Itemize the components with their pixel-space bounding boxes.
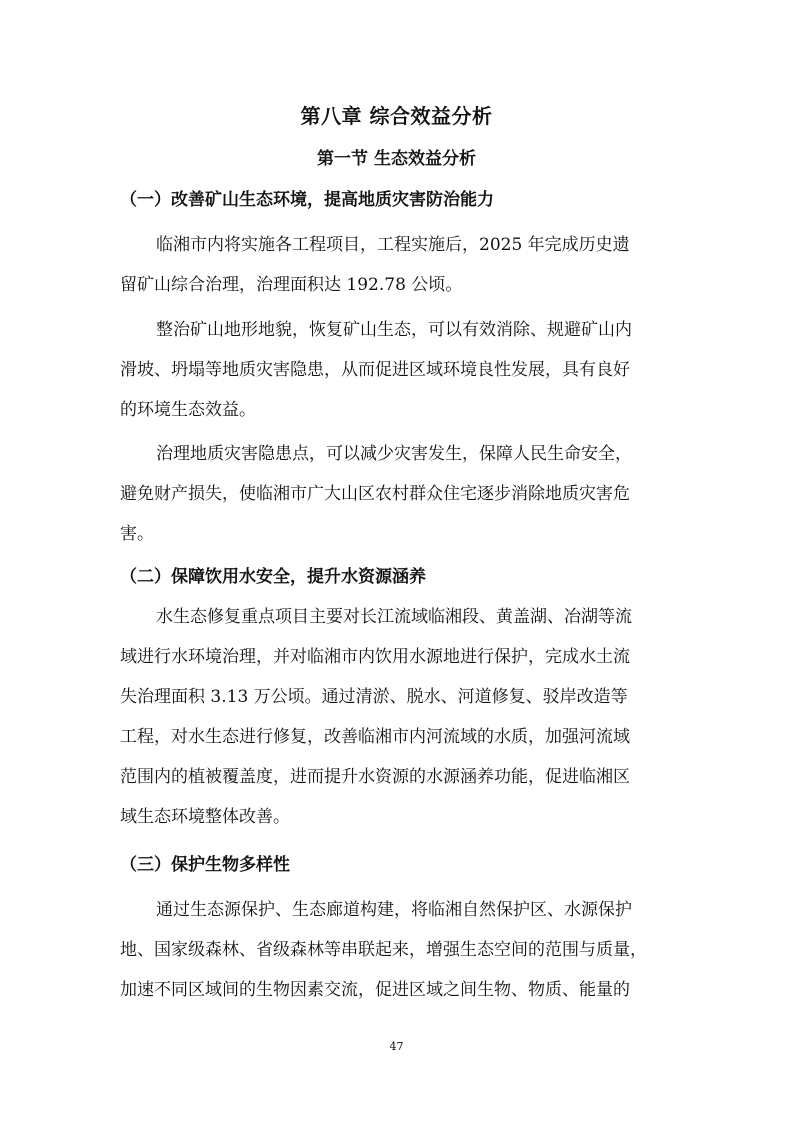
subsection-heading: （三）保护生物多样性 (120, 855, 290, 875)
paragraph-line: 加速不同区域间的生物因素交流，促进区域之间生物、物质、能量的 (120, 980, 630, 1000)
paragraph (120, 434, 680, 554)
page-number: 47 (389, 1040, 404, 1053)
paragraph-line: 留矿山综合治理，治理面积达 192.78 公顷。 (120, 275, 463, 295)
section-title: 第一节 生态效益分析 (317, 149, 476, 169)
paragraph-line: 失治理面积 3.13 万公顷。通过清淤、脱水、河道修复、驳岸改造等 (120, 687, 628, 707)
paragraph-line: 范围内的植被覆盖度，进而提升水资源的水源涵养功能，促进临湘区 (120, 767, 630, 787)
paragraph-line: 地、国家级森林、省级森林等串联起来，增强生态空间的范围与质量， (120, 940, 647, 960)
paragraph-line: 避免财产损失，使临湘市广大山区农村群众住宅逐步消除地质灾害危 (120, 484, 630, 504)
paragraph-line: 治理地质灾害隐患点，可以减少灾害发生，保障人民生命安全， (156, 444, 632, 464)
paragraph (120, 597, 680, 837)
paragraph-line: 临湘市内将实施各工程项目，工程实施后，2025 年完成历史遗 (156, 235, 630, 255)
paragraph-line: 域进行水环境治理，并对临湘市内饮用水源地进行保护，完成水土流 (120, 647, 630, 667)
paragraph-line: 的环境生态效益。 (120, 400, 256, 420)
paragraph-line: 域生态环境整体改善。 (120, 807, 290, 827)
chapter-title: 第八章 综合效益分析 (300, 104, 493, 128)
subsection-heading: （二）保障饮用水安全，提升水资源涵养 (120, 567, 426, 587)
paragraph (120, 225, 680, 305)
subsection-heading: （一）改善矿山生态环境，提高地质灾害防治能力 (120, 190, 494, 210)
paragraph-line: 整治矿山地形地貌，恢复矿山生态，可以有效消除、规避矿山内 (156, 320, 632, 340)
paragraph-line: 滑坡、坍塌等地质灾害隐患，从而促进区域环境良性发展，具有良好 (120, 360, 630, 380)
paragraph (120, 310, 680, 430)
paragraph-line: 水生态修复重点项目主要对长江流域临湘段、黄盖湖、冶湖等流 (156, 607, 632, 627)
paragraph-line: 害。 (120, 524, 154, 544)
paragraph-line: 工程，对水生态进行修复，改善临湘市内河流域的水质，加强河流域 (120, 727, 630, 747)
paragraph (120, 890, 680, 1010)
paragraph-line: 通过生态源保护、生态廊道构建，将临湘自然保护区、水源保护 (156, 900, 632, 920)
